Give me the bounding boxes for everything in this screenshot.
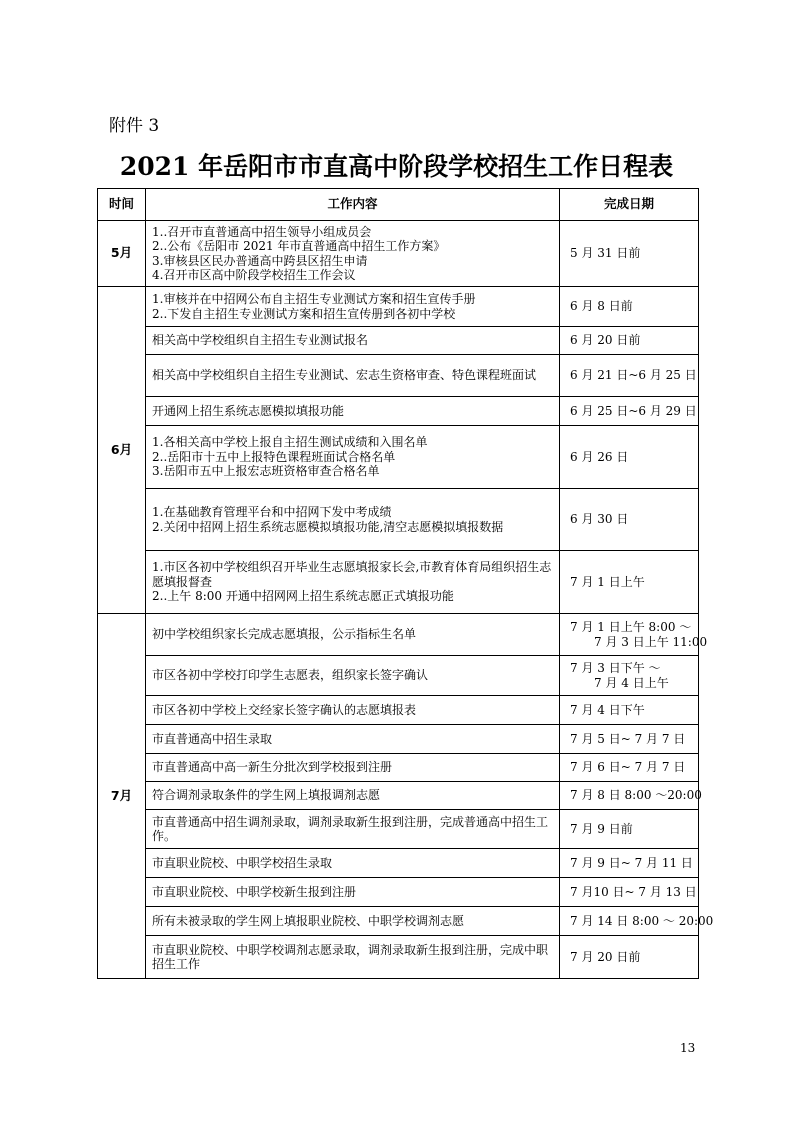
date-cell: [560, 327, 699, 355]
page-number: 13: [680, 1041, 696, 1055]
date-line: 7 月 8 日 8:00 ～20:00: [570, 788, 702, 803]
date-cell: [560, 426, 699, 489]
date-cell: [560, 287, 699, 327]
table-row: [98, 327, 699, 355]
table-row: [98, 782, 699, 810]
content-line: 1.审核并在中招网公布自主招生专业测试方案和招生宣传手册: [152, 292, 476, 306]
content-line: 市直职业院校、中职学校新生报到注册: [152, 884, 357, 899]
month-cell-june: 6月: [98, 287, 146, 614]
content-line: 3.审核县区民办普通高中跨县区招生申请: [152, 253, 368, 268]
content-line: 2..下发自主招生专业测试方案和招生宣传册到各初中学校: [152, 306, 456, 321]
content-cell: [146, 936, 560, 979]
date-line: 7 月10 日~ 7 月 13 日: [570, 884, 697, 899]
table-row: [98, 489, 699, 551]
date-line: 7 月 14 日 8:00 ～ 20:00: [570, 913, 714, 928]
table-row: [98, 725, 699, 754]
date-cell: [560, 656, 699, 696]
date-line: 5 月 31 日前: [570, 246, 641, 261]
table-row: [98, 551, 699, 614]
content-line: 2..岳阳市十五中上报特色课程班面试合格名单: [152, 449, 396, 464]
content-line: 2..上午 8:00 开通中招网网上招生系统志愿正式填报功能: [152, 589, 454, 604]
header-time: 时间: [98, 189, 146, 221]
date-cell: [560, 355, 699, 397]
date-line: 6 月 30 日: [570, 512, 629, 527]
table-header-row: [98, 189, 699, 221]
date-cell: [560, 614, 708, 656]
date-cell: [560, 551, 699, 614]
table-row: [98, 907, 699, 936]
content-cell: [146, 696, 560, 725]
date-line: 7 月 3 日上午 11:00: [594, 634, 708, 649]
content-cell: [146, 327, 560, 355]
content-line: 市直职业院校、中职学校招生录取: [152, 855, 333, 870]
date-cell: [560, 782, 702, 810]
content-line: 1..召开市直普通高中招生领导小组成员会: [152, 224, 372, 239]
content-line: 市直普通高中高一新生分批次到学校报到注册: [152, 760, 393, 775]
content-cell: [146, 878, 560, 907]
content-line: 1.各相关高中学校上报自主招生测试成绩和入围名单: [152, 435, 428, 450]
content-cell: [146, 551, 560, 614]
month-cell-july: 7月: [98, 614, 146, 979]
date-line: 6 月 26 日: [570, 449, 629, 464]
content-cell: [146, 287, 560, 327]
header-date: 完成日期: [560, 189, 699, 221]
date-line: 7 月 6 日~ 7 月 7 日: [570, 760, 686, 775]
table-row: [98, 849, 699, 878]
table-row: [98, 810, 699, 849]
content-cell: [146, 614, 560, 656]
schedule-table: [97, 188, 714, 979]
content-line: 符合调剂录取条件的学生网上填报调剂志愿: [152, 788, 381, 803]
table-row: [98, 397, 699, 426]
date-line: 6 月 20 日前: [570, 333, 641, 348]
content-cell: [146, 810, 560, 849]
content-line: 相关高中学校组织自主招生专业测试、宏志生资格审查、特色课程班面试: [152, 368, 537, 383]
month-cell-may: 5月: [98, 221, 146, 287]
date-line: 6 月 8 日前: [570, 299, 633, 314]
content-line: 所有未被录取的学生网上填报职业院校、中职学校调剂志愿: [152, 913, 465, 928]
content-line: 相关高中学校组织自主招生专业测试报名: [152, 333, 369, 348]
date-line: 7 月 9 日前: [570, 821, 633, 836]
header-content: 工作内容: [146, 189, 560, 221]
content-line: 市直普通高中招生调剂录取，调剂录取新生报到注册，完成普通高中招生工作。: [152, 814, 549, 843]
date-line: 7 月 1 日上午: [570, 574, 645, 589]
content-cell: [146, 849, 560, 878]
content-cell: [146, 426, 560, 489]
content-line: 市区各初中学校上交经家长签字确认的志愿填报表: [152, 702, 417, 717]
date-line: 7 月 9 日~ 7 月 11 日: [570, 855, 693, 870]
date-cell: [560, 725, 699, 754]
content-line: 3.岳阳市五中上报宏志班资格审查合格名单: [152, 464, 380, 479]
table-row: [98, 754, 699, 782]
content-line: 4.召开市区高中阶段学校招生工作会议: [152, 268, 356, 282]
table-row: [98, 355, 699, 397]
table-row: [98, 287, 699, 327]
date-line: 7 月 4 日上午: [594, 675, 669, 690]
table-row: [98, 656, 699, 696]
table-row: [98, 878, 699, 907]
content-line: 2.关闭中招网上招生系统志愿模拟填报功能,清空志愿模拟填报数据: [152, 519, 504, 534]
date-cell: [560, 489, 699, 551]
content-cell: [146, 221, 560, 287]
date-cell: [560, 849, 699, 878]
content-cell: [146, 397, 560, 426]
content-line: 2..公布《岳阳市 2021 年市直普通高中招生工作方案》: [152, 239, 446, 253]
content-cell: [146, 754, 560, 782]
date-cell: [560, 754, 699, 782]
date-cell: [560, 907, 714, 936]
content-cell: [146, 725, 560, 754]
date-cell: [560, 878, 699, 907]
date-line: 7 月 5 日~ 7 月 7 日: [570, 731, 686, 746]
content-cell: [146, 489, 560, 551]
date-line: 7 月 4 日下午: [570, 702, 645, 717]
date-cell: [560, 810, 699, 849]
content-line: 初中学校组织家长完成志愿填报，公示指标生名单: [152, 627, 417, 642]
date-line: 7 月 20 日前: [570, 949, 641, 964]
attachment-label: 附件 3: [109, 116, 160, 136]
table-row: [98, 696, 699, 725]
content-cell: [146, 656, 560, 696]
date-cell: [560, 936, 699, 979]
content-line: 1.在基础教育管理平台和中招网下发中考成绩: [152, 505, 392, 519]
content-cell: [146, 782, 560, 810]
document-title: 2021 年岳阳市市直高中阶段学校招生工作日程表: [119, 152, 674, 181]
date-cell: [560, 397, 699, 426]
table-row: [98, 614, 699, 656]
date-line: 6 月 25 日~6 月 29 日: [570, 403, 697, 418]
content-line: 市区各初中学校打印学生志愿表，组织家长签字确认: [152, 668, 429, 683]
content-cell: [146, 907, 560, 936]
date-cell: [560, 696, 699, 725]
date-line: 7 月 1 日上午 8:00 ～: [570, 620, 692, 634]
date-line: 6 月 21 日~6 月 25 日: [570, 368, 697, 383]
table-row: [98, 426, 699, 489]
content-cell: [146, 355, 560, 397]
table-row: [98, 221, 699, 287]
date-cell: [560, 221, 699, 287]
content-line: 1.市区各初中学校组织召开毕业生志愿填报家长会,市教育体育局组织招生志愿填报督查: [152, 560, 552, 589]
content-line: 市直普通高中招生录取: [152, 731, 273, 746]
content-line: 开通网上招生系统志愿模拟填报功能: [152, 403, 345, 418]
date-line: 7 月 3 日下午 ～: [570, 661, 661, 675]
content-line: 市直职业院校、中职学校调剂志愿录取，调剂录取新生报到注册，完成中职招生工作: [152, 942, 549, 971]
table-row: [98, 936, 699, 979]
